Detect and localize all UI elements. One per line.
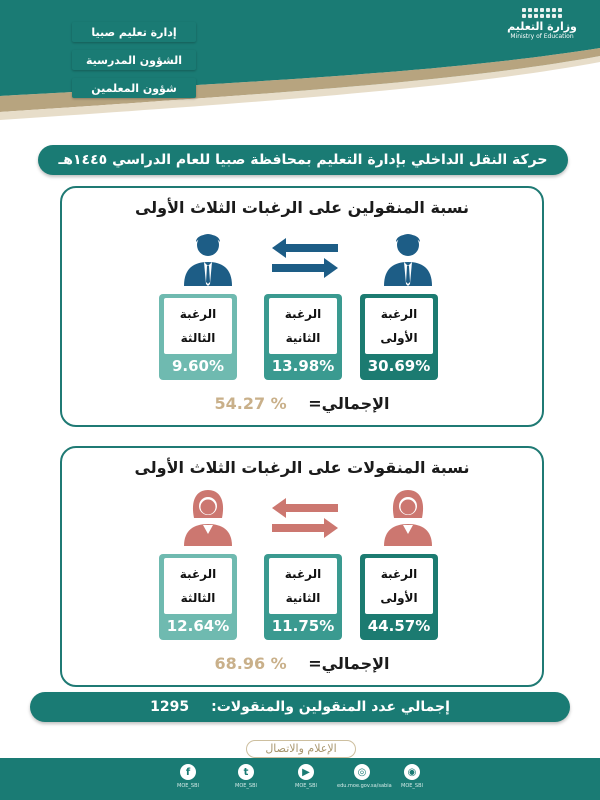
female-preference-cards [62, 554, 542, 640]
male-card-third-preference [159, 294, 237, 380]
female-card-first-preference [360, 554, 438, 640]
male-card-first-preference [360, 294, 438, 380]
dept-label-sabya: إدارة تعليم صبيا [72, 22, 196, 42]
summary-label: إجمالي عدد المنقولين والمنقولات: [211, 699, 450, 715]
male-section-title: نسبة المنقولين على الرغبات الثلاث الأولى [134, 198, 470, 217]
media-department-tag: الإعلام والاتصال [246, 740, 356, 758]
total-label: الإجمالي= [308, 394, 390, 413]
social-twitter[interactable] [221, 764, 271, 796]
dept-label-teacher-affairs: شؤون المعلمين [72, 78, 196, 98]
female-icons-row [62, 488, 542, 548]
facebook-icon: f [180, 764, 196, 780]
card-label-line1: الرغبة [179, 567, 217, 581]
male-transfer-arrows-icon [270, 236, 340, 280]
male-card-second-preference [264, 294, 342, 380]
social-handle: MOE_SBI [177, 783, 199, 789]
female-total [62, 654, 542, 673]
department-labels [72, 22, 196, 98]
logo-arabic-text: وزارة التعليم [507, 20, 577, 33]
youtube-icon: ▶ [298, 764, 314, 780]
male-transfer-section [60, 186, 544, 427]
social-youtube[interactable] [281, 764, 331, 796]
social-instagram[interactable] [387, 764, 437, 796]
card-percentage: 11.75% [271, 617, 335, 635]
social-handle: MOE_SBI [401, 783, 423, 789]
card-percentage: 13.98% [271, 357, 335, 375]
card-label-line1: الرغبة [380, 567, 418, 581]
card-label-line1: الرغبة [284, 307, 322, 321]
instagram-icon: ◉ [404, 764, 420, 780]
male-preference-cards [62, 294, 542, 380]
total-label: الإجمالي= [308, 654, 390, 673]
twitter-icon: t [238, 764, 254, 780]
total-value: 68.96 % [214, 654, 287, 673]
female-section-title: نسبة المنقولات على الرغبات الثلاث الأولى [134, 458, 470, 477]
female-transfer-arrows-icon [270, 496, 340, 540]
summary-value: 1295 [150, 699, 190, 715]
card-percentage: 9.60% [171, 357, 225, 375]
dept-label-school-affairs: الشؤون المدرسية [72, 50, 196, 70]
website-icon: ◎ [354, 764, 370, 780]
female-transfer-section [60, 446, 544, 687]
logo-english-text: Ministry of Education [510, 33, 574, 40]
card-label-line1: الرغبة [179, 307, 217, 321]
male-person-icon [182, 228, 234, 286]
card-label-line2: الأولى [380, 591, 418, 605]
social-facebook[interactable] [163, 764, 213, 796]
page-title: حركة النقل الداخلي بإدارة التعليم بمحافظة صبيا للعام الدراسي ١٤٤٥هـ [38, 145, 568, 175]
social-handle: MOE_SBI [295, 783, 317, 789]
male-total [62, 394, 542, 413]
card-label-line2: الثالثة [180, 591, 216, 605]
female-person-icon [382, 488, 434, 546]
card-percentage: 12.64% [166, 617, 230, 635]
social-website[interactable] [337, 764, 392, 796]
logo-dots-icon [522, 8, 562, 18]
card-label-line2: الثالثة [180, 331, 216, 345]
card-label-line2: الثانية [285, 591, 321, 605]
footer-social-bar [0, 758, 600, 800]
card-percentage: 44.57% [367, 617, 431, 635]
male-person-icon [382, 228, 434, 286]
social-handle: MOE_SBI [235, 783, 257, 789]
card-label-line1: الرغبة [380, 307, 418, 321]
card-percentage: 30.69% [367, 357, 431, 375]
card-label-line1: الرغبة [284, 567, 322, 581]
female-person-icon [182, 488, 234, 546]
female-card-second-preference [264, 554, 342, 640]
female-card-third-preference [159, 554, 237, 640]
card-label-line2: الأولى [380, 331, 418, 345]
social-handle: edu.moe.gov.sa/sabia [337, 783, 392, 789]
ministry-logo [506, 8, 578, 56]
total-value: 54.27 % [214, 394, 287, 413]
summary-bar [30, 692, 570, 722]
card-label-line2: الثانية [285, 331, 321, 345]
male-icons-row [62, 228, 542, 288]
